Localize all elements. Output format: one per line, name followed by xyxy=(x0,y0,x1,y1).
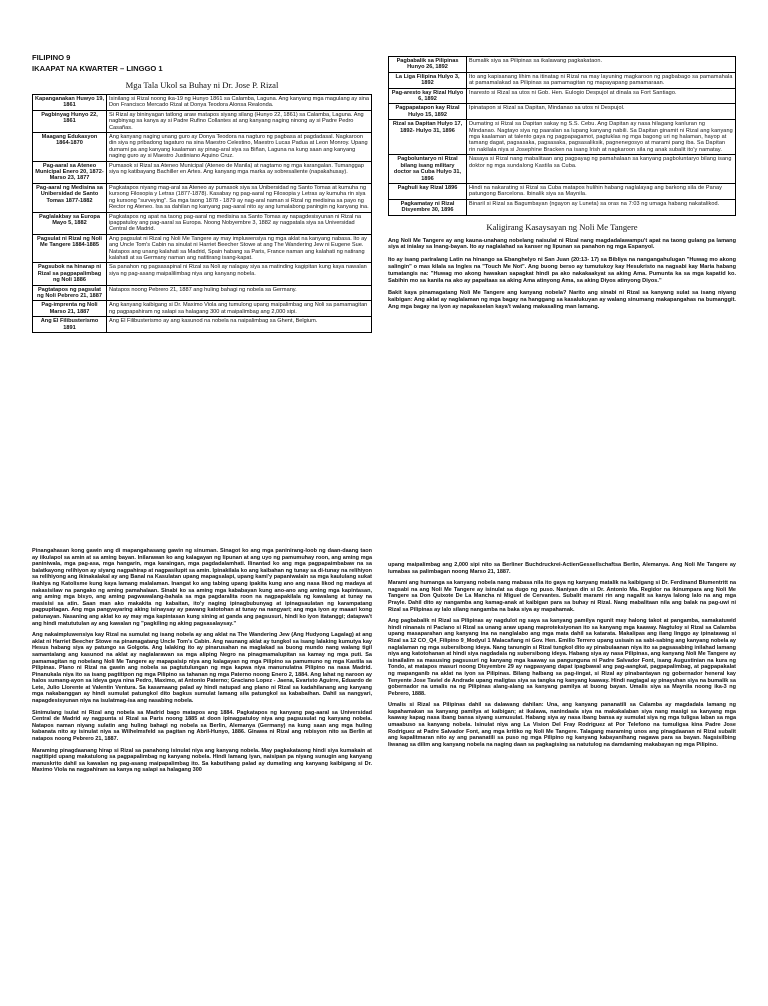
timeline-detail: Inaresto si Rizal sa utos ni Gob. Hen. Eulogio Despujol at dinala sa Fort Santiago. xyxy=(467,88,736,104)
timeline-event: Pagboluntaryo ni Rizal bilang isang military doctor sa Cuba Hulyo 31, 1896 xyxy=(389,155,467,184)
timeline-table-left xyxy=(32,94,372,333)
timeline-event: Ang El Filibusterismo 1891 xyxy=(33,317,107,333)
left-top-column xyxy=(32,52,372,333)
timeline-row xyxy=(33,161,372,183)
bottom-right-column xyxy=(388,562,736,753)
timeline-row xyxy=(389,88,736,104)
paragraph: upang maipalimbag ang 2,000 sipi nito sa Berliner Buchdruckrei-ActienGessellschaftsa Berlin, Alemanya. Ang Noli Me Tangere ay lumabas sa palimbagan noong Marso 21, 1887. xyxy=(388,562,736,575)
timeline-event: Pagbinyag Hunyo 22, 1861 xyxy=(33,110,107,132)
paragraph: Sinimulang isulat ni Rizal ang nobela sa Madrid bago matapos ang 1884. Pagkatapos ng kanyang pag-aaral sa Universidad Central de Madrid ay nagpunta si Rizal sa Paris noong 1885 at doon ipinagpatuloy niya ang pagsusulat ng kanyang nobela. Natapos naman niyang sulatin ang huling bahagi ng nobela sa Berlin, Alemanya (Germany) na kung saan ang mga huling kabanata nito ay isinulat niya sa Wilhelmsfeld sa pagitan ng Abril-Hunyo, 1886. Ginawa ni Rizal ang rebisyon nito sa Berlin at natapos noong Pebrero 21, 1887. xyxy=(32,709,372,743)
timeline-event: Pagbabalik sa Pilipinas Hunyo 26, 1892 xyxy=(389,57,467,73)
timeline-row xyxy=(33,263,372,285)
timeline-row xyxy=(33,95,372,111)
timeline-event: Paglalakbay sa Europa Mayo 5, 1882 xyxy=(33,212,107,234)
document-title: Mga Tala Ukol sa Buhay ni Dr. Jose P. Rizal xyxy=(125,80,279,90)
timeline-detail: Binaril si Rizal sa Bagumbayan (ngayon ay Luneta) sa oras na 7:03 ng umaga habang nakatalikod. xyxy=(467,199,736,215)
timeline-event: Pagpapatapon kay Rizal Hulyo 15, 1892 xyxy=(389,104,467,120)
quarter-heading: IKAAPAT NA KWARTER – LINGGO 1 xyxy=(32,64,163,73)
timeline-event: Pagkamatay ni Rizal Disyembre 30, 1896 xyxy=(389,199,467,215)
paragraph: Ang Noli Me Tangere ay ang kauna-unahang nobelang naisulat ni Rizal nang magdadalawampu't apat na taong gulang pa lamang siya at inialay sa Inang-bayan. Ito ay naglalahad sa kanser ng lipunan sa panahon ng mga Espanyol. xyxy=(388,237,736,251)
timeline-row xyxy=(389,120,736,155)
timeline-detail: Dumating si Rizal sa Dapitan sakay ng S.S. Cebu. Ang Dapitan ay nasa hilagang kanluran ng Mindanao. Nagtayo siya ng paaralan sa lupang kanyang nabili. Sa Dapitan ginamit ni Rizal ang kanyang mga kaalaman at talento gaya ng pagpapagamot, pagtuklas ng mga bagong uri ng halaman, hayop at tamang dagat, pagsasaka, pagsasaka, pagsasaliksik, pagnenegosyo at marami pang iba. Sa Dapitan rin nakilala niya si Josephine Bracken na isang Irish at nagkaroon sila ng anak subalit ito'y namatay. xyxy=(467,120,736,155)
paragraph: Pinangahasan kong gawin ang di mapangahasang gawin ng sinuman. Sinagot ko ang mga paninirang-loob ng daan-daang taon ay iikulapol sa amin at sa aming bayan. Inilarawan ko ang kalagayan ng lipunan at ang uyo ng pamumuhay roon, ang aming mga paniniwala, mga pag-asa, mga hangarin, mga karaingan, mga pagdadalamhati. Ilinantad ko ang mga pagpapaimbabaw na sa balatkayong relihiyon ay siyang nagpahirap at nagpasilupit sa amin. Ipinakilala ko ang kaibahan ng tunay sa di-tunay na relihiyon sa relihiyong ang ikinakalakal ay ang Banal na Kasulatan upang mapagsalapi, upang kami'y papaniwalain sa mga kaululang sukat ikahiya ng Katolisme kung kaya lamang malalaman. Inangat ko ang tabing upang ipakita kung ano ang nasa likod ng madaya at nakasisilaw na pangako ng aming pamahalaan. Sinabi ko sa aming mga kababayan kung ano-ano ang aming mga kapintasan, ang aming mga bisyo, ang aming pagwawalang-bahala sa mga pagdaralita roon na nagpapakilala ng kawalang at tunay na masisisi sa atin. Saan man ako makakita ng kabaitan, ito'y naging ipinagbubunyag at ipinagsaulatan ng karampatang pagpupitagan. Ang mga pangyayaring aking isinaysay ay pawang katotohan at tunay na nangyari; ang mga iyon ay maaari kong patunayan. Nasaning ang aklat ko ay may mga kapintasan kung sining at ganda ang pagsusuri, hindi ko iyon itatanggi; datapwa't ang hindi matututulan ay ang kawalan ng "pagkiling ng aking pagsasalaysay." xyxy=(32,548,372,627)
timeline-event: Pag-aaral sa Ateneo Municipal Enero 20, 1872- Marso 23, 1877 xyxy=(33,161,107,183)
timeline-row xyxy=(33,183,372,212)
timeline-detail: Nasaya si Rizal nang mabalitaan ang pagpayag ng pamahalaan sa kanyang pagboluntaryo bilang isang doktor ng mga sundalong Kastila sa Cuba. xyxy=(467,155,736,184)
paragraph: Maraming pinagdaanang hirap si Rizal sa panahong isinulat niya ang kanyang nobela. May pagkakataong hindi siya kumakain at nagtitipid upang makatulong sa pagpapalimbag ng kanyang nobela. Hindi lamang iyan, naisipan pa niyang sunugin ang kanyang manuskrito dahil sa kawalan ng pag-asang maipapalimbag ito. Sa kabutihang palad ay dumating ang kanyang kaibigang si Dr. Maximo Viola na nagpahiram sa kanya ng salapi sa halagang 300 xyxy=(32,747,372,774)
timeline-detail: Pumasok si Rizal sa Ateneo Municipal (Ateneo de Manila) at nagtamo ng mga karangalan. Tumanggap siya ng katibayang Bachiller en Artes. Ang kanyang mga marka ay sobresaliente (napakahusay). xyxy=(107,161,372,183)
timeline-event: Pagtatapos ng pagsulat ng Noli Pebrero 21, 1887 xyxy=(33,285,107,301)
timeline-row xyxy=(33,317,372,333)
timeline-detail: Bumalik siya sa Pilipinas sa ikalawang pagkakataon. xyxy=(467,57,736,73)
timeline-detail: Sa panahon ng pagsasapinal ni Rizal sa Noli ay nalagay siya sa matinding kagipitan kung kaya nawalan siya ng pag-asang maipalilimbag niya ang kanyang nobela. xyxy=(107,263,372,285)
paragraph: Marami ang humanga sa kanyang nobela nang mabasa nila ito gaya ng kanyang matalik na kaibigang si Dr. Ferdinand Blumentritt na nagsabi na ang Noli Me Tangere ay isinulat sa dugo ng puso. Naniyan din si Dr. Antonio Ma. Regidor na ikinumpara ang Noli Me Tangere sa Don Quixote De La Mancha ni Miguel de Cervantes. Subalit marami rin ang nagalit sa kanya lalong lalo na ang mga Prayle. Dahil dito ay nangamba ang kamag-anak at kaibigan para sa buhay ni Rizal. Nang mabalitaan nila ang balak na pag-uwi ni Rizal sa Pilipinas ay lalo silang nangamba na baka siya ay mapahamak. xyxy=(388,580,736,613)
timeline-row xyxy=(389,183,736,199)
timeline-event: Kapanganakan Huwyo 19, 1861 xyxy=(33,95,107,111)
timeline-event: Pagsulat ni Rizal ng Noli Me Tangere 1884-1885 xyxy=(33,234,107,263)
subject-heading: FILIPINO 9 xyxy=(32,53,71,62)
timeline-detail: Hindi na nakarating si Rizal sa Cuba matapos hulihin habang naglalayag ang barkong sila de Panay patungong Barcelona. Ibinalik siya sa Maynila. xyxy=(467,183,736,199)
paragraph: Bakit kaya pinamagatang Noli Me Tangere ang kanyang nobela? Narito ang sinabi ni Rizal sa kanyang sulat sa isang niyang kaibigan: Ang aklat ay naglalaman ng mga bagay na hanggang sa kasalukuyan ay walang sinumang makapangahas na bumanggit. Ang mga bagay na iyon ay napakaselan kaya't walang makasaling man lamang. xyxy=(388,290,736,310)
timeline-detail: Ang kanyang kaibigang si Dr. Maximo Viola ang tumulong upang maipalimbag ang Noli sa pamamagitan ng pagpapahiram ng salapi sa halagang 300 at maipalimbag ang 2,000 sipi. xyxy=(107,301,372,317)
timeline-event: Maagang Edukasyon 1864-1870 xyxy=(33,133,107,162)
timeline-detail: Ang pagsulat ni Rizal ng Noli Me Tangere ay may impluwensiya ng mga aklat na kanyang nabasa. Ito ay ang Uncle Tom's Cabin na sinulat ni Harriet Beecher Stowe at ang The Wandering Jew ni Eugene Sue. Natapos ang unang kalahati sa Madrid, Spain habang sa Paris, France naman ang kalahati ng natirang kalahati at sa Germany naman ang natitirang isang-kapat. xyxy=(107,234,372,263)
paragraph: Ang nakaimpluwensiya kay Rizal na sumulat ng isang nobela ay ang aklat na The Wandering Jew (Ang Hudyong Lagalag) at ang aklat ni Harriet Beecher Stowe na pinamagatang Uncle Tom's Cabin. Ang naunang aklat ay tungkol sa isang lalaking kumutya kay Hesus habang siya ay patungo sa Golgota. Ang lalaking ito ay pinarusahan na maglakad sa buong mundo nang walang tigil samantalang ang kasunod na aklat ay naglalarawan sa mga aliping Negro na pinagmamalupitan sa kamay ng mga puti. Sa pamamagitan ng nobelang Noli Me Tangere ay mapapaisip niya ang kalagayan ng mga Pilipino sa pamumuno ng mga Kastila sa Pilipinas. Plano ni Rizal na gawin ang nobela sa pagtutulungan ng mga kapwa niya manunulatna Pilipino na nasa Madrid. Pinanukala niya ito sa isang pagtitipon ng mga Pilipino sa tahanan ng mga Paterno noong Enero 2, 1884. Ang lahat ng naroon ay halos sumang-ayon sa ideya gaya nina Pedro, Maximo, at Antonio Paterno; Graciano Lopez - Jaena, Evaristo Aguirre, Eduardo de Lete, Julio Llorente at Valentin Ventura. Sa kasamaang palad ay hindi natupad ang plano ni Rizal sa kadahilanang ang kanyang mga nakabanggan ay hindi sumulat patungkol dito bagkus sumulat lamang sila patungkol sa kababaihan. Dahil sa nangyari, napagdesisyunan niya na isulatmag-isa ang nasabing nobela. xyxy=(32,632,372,705)
timeline-detail: Natapos noong Pebrero 21, 1887 ang huling bahagi ng nobela sa Germany. xyxy=(107,285,372,301)
timeline-event: Pagsubok na hinarap ni Rizal sa pagpapalimbag ng Noli 1886 xyxy=(33,263,107,285)
timeline-row xyxy=(33,212,372,234)
timeline-row xyxy=(389,104,736,120)
timeline-row xyxy=(389,199,736,215)
timeline-detail: Ang kanyang naging unang guro ay Donya Teodora na nagturo ng pagbasa at pagdadasal. Nagkaroon din siya ng pribadong tagaturo na sina Maestro Celestino, Maestro Lucas Padua at Leon Monroy. Upang dumami pa ang kanyang kaalaman ay pinag-aral siya sa Biñan, Laguna na kung saan ang kanyang naging guro ay si Maestro Justiniano Aquino Cruz. xyxy=(107,133,372,162)
timeline-event: Pag-aresto kay Rizal Hulyo 6, 1892 xyxy=(389,88,467,104)
timeline-detail: Ang El Filibusterismo ay ang kasunod na nobela na naipalimbag sa Ghent, Belgium. xyxy=(107,317,372,333)
timeline-table-right xyxy=(388,56,736,216)
timeline-detail: Ipinatapon si Rizal sa Dapitan, Mindanao sa utos ni Despujol. xyxy=(467,104,736,120)
timeline-row xyxy=(33,133,372,162)
timeline-event: Pag-imprenta ng Noli Marso 21, 1887 xyxy=(33,301,107,317)
paragraph: Ito ay isang pariralang Latin na hinango sa Ebanghelyo ni San Juan (20:13- 17) sa Bibliya na nangangahulugan "Huwag mo akong salingin" o mas kilala sa Ingles na "Touch Me Not". Ang buong berso ay tumutukoy kay Hesukristo na nagsabi kay Maria habang tumatangis na: "Huwag mo akong hawakan sapagkat hindi pa ako nakakaakyat sa aking Ama. Pumunta ka sa mga kapatid ko. Sabihin mo sa kanila na ako ay papaitaas sa aking Ama atinyong Ama, sa aking Diyos atinyong Diyos." xyxy=(388,257,736,284)
timeline-detail: Isinilang si Rizal noong ika-19 ng Hunyo 1861 sa Calamba, Laguna. Ang kanyang mga magulang ay sina Don Francisco Mercado Rizal at Donya Teodora Alonsa Realonda. xyxy=(107,95,372,111)
timeline-event: La Liga Filipina Hulyo 3, 1892 xyxy=(389,72,467,88)
noli-history-body xyxy=(388,238,736,311)
bottom-left-column xyxy=(32,548,372,779)
timeline-row xyxy=(389,72,736,88)
timeline-row xyxy=(389,155,736,184)
timeline-detail: Si Rizal ay bininyagan tatlong araw matapos siyang silang (Hunyo 22, 1861) sa Calamba, Laguna. Ang nagbinyag sa kanya ay si Padre Rufino Collantes at ang kanyang naging ninong ay si Padre Pedro Casañas. xyxy=(107,110,372,132)
timeline-row xyxy=(33,301,372,317)
timeline-event: Paghuli kay Rizal 1896 xyxy=(389,183,467,199)
timeline-row xyxy=(33,234,372,263)
timeline-detail: Pagkatapos niyang mag-aral sa Ateneo ay pumasok siya sa Unibersidad ng Santo Tomas at kumuha ng kursong Filosopia y Letras (1877-1878). Kasabay ng pag-aaral ng Filosopia y Letras ay kumuha rin siya ng kursong "surveying". Sa mga taong 1878 - 1879 ay nag-aral naman si Rizal ng medisina sa payo ng Rector ng Ateneo. Isa sa dahilan ng kanyang pag-aaral nito ay ang lumalabong paningin ng kanyang ina. xyxy=(107,183,372,212)
noli-history-title: Kaligirang Kasaysayan ng Noli Me Tangere xyxy=(486,221,638,232)
timeline-row xyxy=(33,285,372,301)
timeline-row xyxy=(389,57,736,73)
paragraph: Ang pagbabalik ni Rizal sa Pilipinas ay nagdulot ng saya sa kanyang pamilya ngunit may halong takot at pangamba, samakatuwid hindi ninanais ni Paciano si Rizal sa unang araw upang maproteksiyonan ito sa kanyang mga kaaway. Nagtuloy si Rizal sa Calamba upang masaparahan ang kanyang ina na nanglalabo ang mga mata dahil sa katarata. Makalipas ang ilang linggo ay ipinatawag si Rizal sa 12 CO_Q4_Filipino 9_Modyul 1 Malacañang ni Gov. Hen. Emilio Terrero upang usisain sa sabi-sabing ang kanyang nobela ay naglalaman ng mga subersibong ideya. Nang tanungin si Rizal tungkol dito ay pinabulaanan niya ito sa pagsasabing inilahad lamang niya ang katotohanan at hindi siya nagdadala ng subersibong ideya. Habang siya ay nasa Pilipinas, ang kanyang Noli Me Tangere ay isinailalim sa masusing pagsusuri ng kanyang mga kaaway sa pangunguna ni Padre Salvador Font, isang Augustinian na kura ng Tondo, at matapos masuri noong Disyembre 29 ay nagpasyang dapat ipagbawal ang pag-aangkat, pagpapalimbag, at pagpapakalat ng mapanganib na aklat na iyon sa Pilipinas. Bilang halbang sa pag-iingat, si Rizal ay pinabantayan ng gobernador heneral kay Tenyente Jose Taviel de Andrade upang maligtas siya sa tangka ng kanyang kaaway. Hindi nagtagal ay pinayuhan siya na bumalik sa gobernador na umalis na ng Pilipinas alang-alang sa kanyang pamilya at buong bayan. Umalis siya sa Maynila noong ika-3 ng Pebrero, 1888. xyxy=(388,618,736,697)
timeline-event: Pag-aaral ng Medisina sa Unibersidad de Santo Tomas 1877-1882 xyxy=(33,183,107,212)
timeline-detail: Ito ang kapisanang lihim na itinatag ni Rizal na may layuning magkaroon ng pagbabago sa pamamahala at pamamalakad sa Pilipinas sa pamamagitan ng mapayapang pamamaraan. xyxy=(467,72,736,88)
paragraph: Umalis si Rizal sa Pilipinas dahil sa dalawang dahilan: Una, ang kanyang pananatili sa Calamba ay magdadala lamang ng kapahamakan sa kanyang pamilya at kaibigan; at ikalawa, nanindaala siya na makakalaban siya nang masigi sa kanyang mga kaaway kapag nasa ibang bansa siyang sumusulat. Habang siya ay nasa ibang bansa ay sumulat siya ng mga tuligsa laban sa mga umaabuso sa kanyang nobela. Isinulat niya ang La Vision Del Fray Rodriguez at Por Telefono na tumuligsa kina Padre Jose Rodriguez at Padre Salvador Font, ang mga kritiko ng Noli Me Tangere. Talagang maraming unos ang pinagdaanan ni Rizal subalit ang kapalitmaran nito ay ang pananatili sa puso ng mga Pilipino ng kanyang kabayanihang nagawa para sa bayan. Nagsisilbing liwanag sa dilim ang kanyang nobela na naging daan sa pagkagising sa natutulog na damdaming makabayan ng mga Pilipino. xyxy=(388,702,736,748)
timeline-event: Rizal sa Dapitan Hulyo 17, 1892- Hulyo 31, 1896 xyxy=(389,120,467,155)
right-top-column xyxy=(388,56,736,317)
timeline-row xyxy=(33,110,372,132)
timeline-detail: Pagkatapos ng apat na taong pag-aaral ng medisina sa Santo Tomas ay napagdesisyunan ni Rizal na ipagpatuloy ang pag-aaral sa Europa. Noong Nobyembre 3, 1882 ay nagpatala siya sa Universidad Central de Madrid. xyxy=(107,212,372,234)
